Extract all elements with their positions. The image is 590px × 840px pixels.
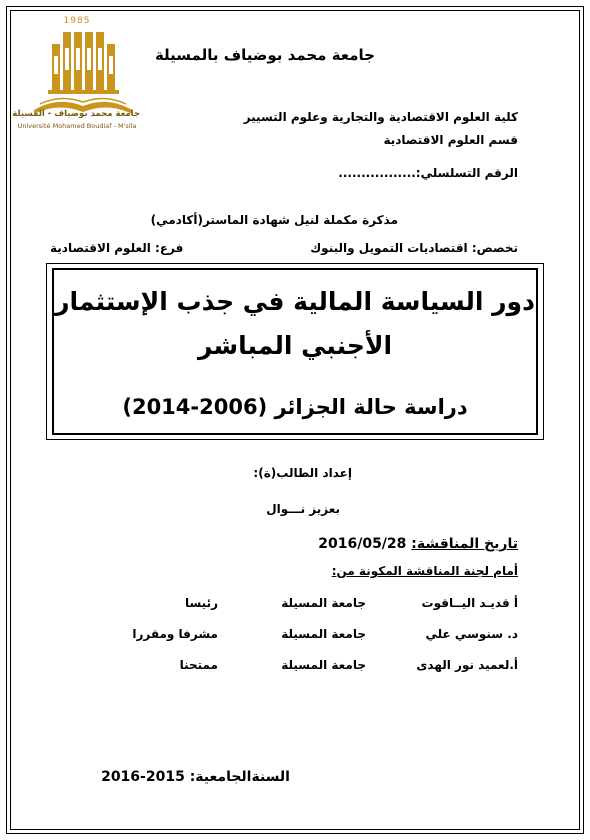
prepared-by-label: إعداد الطالب(ة): xyxy=(253,466,352,480)
logo-year: 1985 xyxy=(63,16,91,26)
jury-heading: أمام لجنة المناقشة المكونة من: xyxy=(331,564,518,578)
academic-year: السنةالجامعية: 2015-2016 xyxy=(101,769,290,785)
jury-member-role: رئيسا xyxy=(184,596,218,610)
logo-name-french: Université Mohamed Boudiaf - M'sila xyxy=(17,122,137,130)
university-name: جامعة محمد بوضياف بالمسيلة xyxy=(154,46,375,64)
faculty-name: كلية العلوم الاقتصادية والتجارية وعلوم التسيير xyxy=(243,110,518,124)
case-study-subtitle: دراسة حالة الجزائر (2006-2014) xyxy=(122,395,468,419)
jury-member-university: جامعة المسيلة xyxy=(281,596,366,610)
thesis-title-line-2: الأجنبي المباشر xyxy=(197,331,393,360)
jury-member-name: أ.لعميد نور الهدى xyxy=(416,658,518,672)
defense-date-value: 2016/05/28 xyxy=(318,536,407,552)
serial-number: الرقم التسلسلي:................. xyxy=(338,166,518,180)
jury-member-name: أ قديـد اليــاقوت xyxy=(421,596,518,610)
memo-description: مذكرة مكملة لنيل شهادة الماستر(أكادمي) xyxy=(150,213,398,227)
logo-name-arabic: جامعة محمد بوضياف - المسيلة xyxy=(12,109,140,119)
defense-date xyxy=(318,536,518,552)
defense-date-label: تاريخ المناقشة: xyxy=(411,536,518,552)
department-name: قسم العلوم الاقتصادية xyxy=(383,133,518,147)
branch: فرع: العلوم الاقتصادية xyxy=(50,241,184,255)
jury-member-role: ممتحنا xyxy=(179,658,218,672)
student-name: بعزيز نـــوال xyxy=(266,502,340,516)
jury-member-university: جامعة المسيلة xyxy=(281,658,366,672)
jury-member-role: مشرفا ومقررا xyxy=(132,627,218,641)
jury-member-name: د. سنوسي علي xyxy=(425,627,518,641)
thesis-title-line-1: دور السياسة المالية في جذب الإستثمار xyxy=(55,287,535,316)
specialization: تخصص: اقتصاديات التمويل والبنوك xyxy=(310,241,518,255)
jury-member-university: جامعة المسيلة xyxy=(281,627,366,641)
